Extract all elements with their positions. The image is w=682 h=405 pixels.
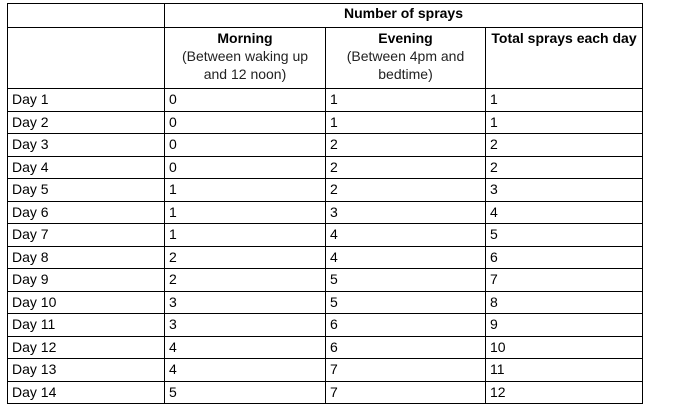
morning-cell: 1 (165, 224, 326, 247)
table-row (8, 134, 643, 157)
evening-cell: 1 (326, 111, 486, 134)
morning-cell: 2 (165, 246, 326, 269)
morning-cell: 0 (165, 89, 326, 112)
day-cell: Day 2 (8, 111, 165, 134)
morning-cell: 2 (165, 269, 326, 292)
morning-cell: 3 (165, 314, 326, 337)
evening-cell: 3 (326, 201, 486, 224)
morning-cell: 4 (165, 336, 326, 359)
table-row (8, 291, 643, 314)
total-cell: 11 (486, 359, 643, 382)
total-cell: 7 (486, 269, 643, 292)
evening-cell: 1 (326, 89, 486, 112)
corner-cell (8, 4, 165, 28)
day-header-cell (8, 28, 165, 89)
day-cell: Day 13 (8, 359, 165, 382)
morning-cell: 0 (165, 111, 326, 134)
morning-cell: 4 (165, 359, 326, 382)
column-title: Evening (378, 30, 433, 46)
total-cell: 4 (486, 201, 643, 224)
morning-cell: 3 (165, 291, 326, 314)
table-row (8, 246, 643, 269)
group-header-row (8, 4, 643, 28)
column-header-morning (165, 28, 326, 89)
column-title: Morning (217, 30, 273, 46)
evening-cell: 2 (326, 134, 486, 157)
evening-cell: 7 (326, 381, 486, 404)
column-title: Total sprays each day (491, 30, 637, 46)
evening-cell: 4 (326, 224, 486, 247)
group-header-number-of-sprays: Number of sprays (165, 4, 643, 28)
total-cell: 3 (486, 179, 643, 202)
total-cell: 1 (486, 111, 643, 134)
evening-cell: 5 (326, 269, 486, 292)
evening-cell: 6 (326, 314, 486, 337)
total-cell: 2 (486, 134, 643, 157)
table-row (8, 314, 643, 337)
table-row (8, 336, 643, 359)
table-row (8, 269, 643, 292)
total-cell: 2 (486, 156, 643, 179)
total-cell: 8 (486, 291, 643, 314)
evening-cell: 2 (326, 179, 486, 202)
morning-cell: 5 (165, 381, 326, 404)
table-row (8, 359, 643, 382)
day-cell: Day 7 (8, 224, 165, 247)
evening-cell: 6 (326, 336, 486, 359)
column-subtitle: (Between waking up and 12 noon) (181, 48, 309, 82)
total-cell: 12 (486, 381, 643, 404)
total-cell: 5 (486, 224, 643, 247)
evening-cell: 5 (326, 291, 486, 314)
day-cell: Day 12 (8, 336, 165, 359)
column-header-evening (326, 28, 486, 89)
day-cell: Day 1 (8, 89, 165, 112)
table-row (8, 224, 643, 247)
morning-cell: 1 (165, 179, 326, 202)
total-cell: 1 (486, 89, 643, 112)
day-cell: Day 5 (8, 179, 165, 202)
evening-cell: 4 (326, 246, 486, 269)
evening-cell: 7 (326, 359, 486, 382)
total-cell: 10 (486, 336, 643, 359)
column-header-row (8, 28, 643, 89)
column-subtitle: (Between 4pm and bedtime) (346, 48, 465, 82)
table-row (8, 156, 643, 179)
column-header-total (486, 28, 643, 89)
day-cell: Day 3 (8, 134, 165, 157)
total-cell: 9 (486, 314, 643, 337)
morning-cell: 0 (165, 134, 326, 157)
day-cell: Day 4 (8, 156, 165, 179)
morning-cell: 0 (165, 156, 326, 179)
total-cell: 6 (486, 246, 643, 269)
morning-cell: 1 (165, 201, 326, 224)
day-cell: Day 11 (8, 314, 165, 337)
spray-schedule-table (7, 3, 643, 404)
day-cell: Day 6 (8, 201, 165, 224)
day-cell: Day 8 (8, 246, 165, 269)
day-cell: Day 10 (8, 291, 165, 314)
table-row (8, 179, 643, 202)
day-cell: Day 14 (8, 381, 165, 404)
day-cell: Day 9 (8, 269, 165, 292)
table-row (8, 201, 643, 224)
table-row (8, 89, 643, 112)
table-row (8, 381, 643, 404)
evening-cell: 2 (326, 156, 486, 179)
table-row (8, 111, 643, 134)
